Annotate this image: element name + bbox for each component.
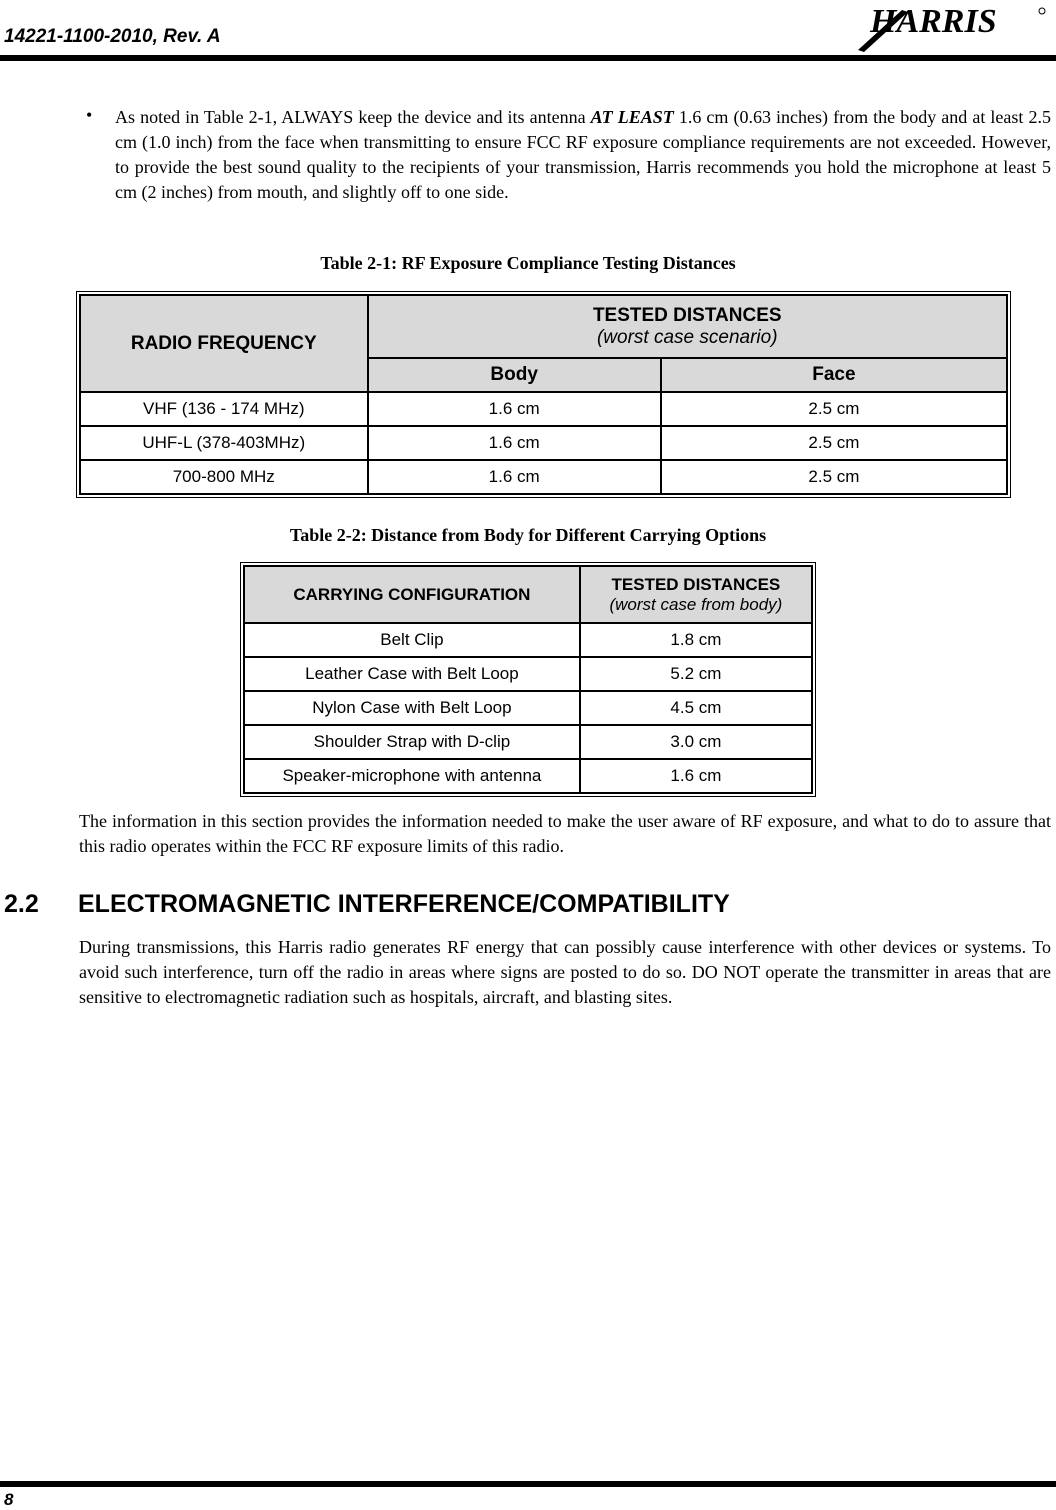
header-rule: [0, 55, 1056, 61]
bullet-dot: •: [86, 105, 93, 125]
header-tested-distances: TESTED DISTANCES (worst case from body): [580, 566, 812, 623]
table-row: [244, 691, 812, 725]
freq-cell: UHF-L (378-403MHz): [80, 426, 368, 460]
header-radio-frequency: RADIO FREQUENCY: [80, 295, 368, 392]
body-cell: 1.6 cm: [368, 392, 661, 426]
table-row: [244, 725, 812, 759]
distance-cell: 1.8 cm: [580, 623, 812, 657]
header-carrying-configuration: CARRYING CONFIGURATION: [244, 566, 580, 623]
header-body: Body: [368, 358, 661, 392]
carrying-options-table: [243, 565, 813, 794]
table-row: [244, 759, 812, 793]
exposure-bullet-text: As noted in Table 2-1, ALWAYS keep the device and its antenna AT LEAST 1.6 cm (0.63 inches) from the body and at least 2.5 cm (1.0 inch) from the face when transmitting to ensure FCC RF exposure compliance requirements are not exceeded. However, to provide the best sound quality to the recipients of your transmission, Harris recommends you hold the microphone at least 5 cm (2 inches) from mouth, and slightly off to one side.: [115, 107, 1051, 202]
section-heading: [4, 890, 730, 919]
distance-cell: 3.0 cm: [580, 725, 812, 759]
table-row: [244, 657, 812, 691]
distance-cell: 1.6 cm: [580, 759, 812, 793]
header-face: Face: [661, 358, 1007, 392]
table-row: [80, 460, 1007, 494]
config-cell: Shoulder Strap with D-clip: [244, 725, 580, 759]
rf-exposure-table: [79, 294, 1008, 495]
table-row: [80, 392, 1007, 426]
table2-caption: Table 2-2: Distance from Body for Different Carrying Options: [289, 525, 767, 545]
face-cell: 2.5 cm: [661, 460, 1007, 494]
footer-rule: [0, 1481, 1056, 1487]
section-number: 2.2: [4, 890, 39, 918]
freq-cell: 700-800 MHz: [80, 460, 368, 494]
table-row: [244, 623, 812, 657]
freq-cell: VHF (136 - 174 MHz): [80, 392, 368, 426]
page-number: 8: [4, 1490, 14, 1509]
harris-logo: [856, 2, 1048, 54]
info-paragraph: The information in this section provides the information needed to make the user aware of RF exposure, and what to do to assure that this radio operates within the FCC RF exposure limits of this radio.: [79, 811, 1051, 856]
table-row: [80, 426, 1007, 460]
config-cell: Leather Case with Belt Loop: [244, 657, 580, 691]
distance-cell: 4.5 cm: [580, 691, 812, 725]
section-body: During transmissions, this Harris radio generates RF energy that can possibly cause interference with other devices or systems. To avoid such interference, turn off the radio in areas where signs are posted to do so. DO NOT operate the transmitter in areas that are sensitive to electromagnetic radiation such as hospitals, aircraft, and blasting sites.: [79, 937, 1051, 1007]
face-cell: 2.5 cm: [661, 426, 1007, 460]
table1-caption: Table 2-1: RF Exposure Compliance Testing Distances: [320, 253, 736, 273]
logo-text: HARRIS: [870, 3, 997, 40]
distance-cell: 5.2 cm: [580, 657, 812, 691]
config-cell: Belt Clip: [244, 623, 580, 657]
config-cell: Speaker-microphone with antenna: [244, 759, 580, 793]
body-cell: 1.6 cm: [368, 460, 661, 494]
face-cell: 2.5 cm: [661, 392, 1007, 426]
emphasis-at-least: AT LEAST: [590, 107, 674, 127]
header-tested-distances: TESTED DISTANCES (worst case scenario): [368, 295, 1007, 358]
document-number: 14221-1100-2010, Rev. A: [4, 26, 221, 47]
section-title: ELECTROMAGNETIC INTERFERENCE/COMPATIBILITY: [78, 890, 730, 918]
body-cell: 1.6 cm: [368, 426, 661, 460]
config-cell: Nylon Case with Belt Loop: [244, 691, 580, 725]
